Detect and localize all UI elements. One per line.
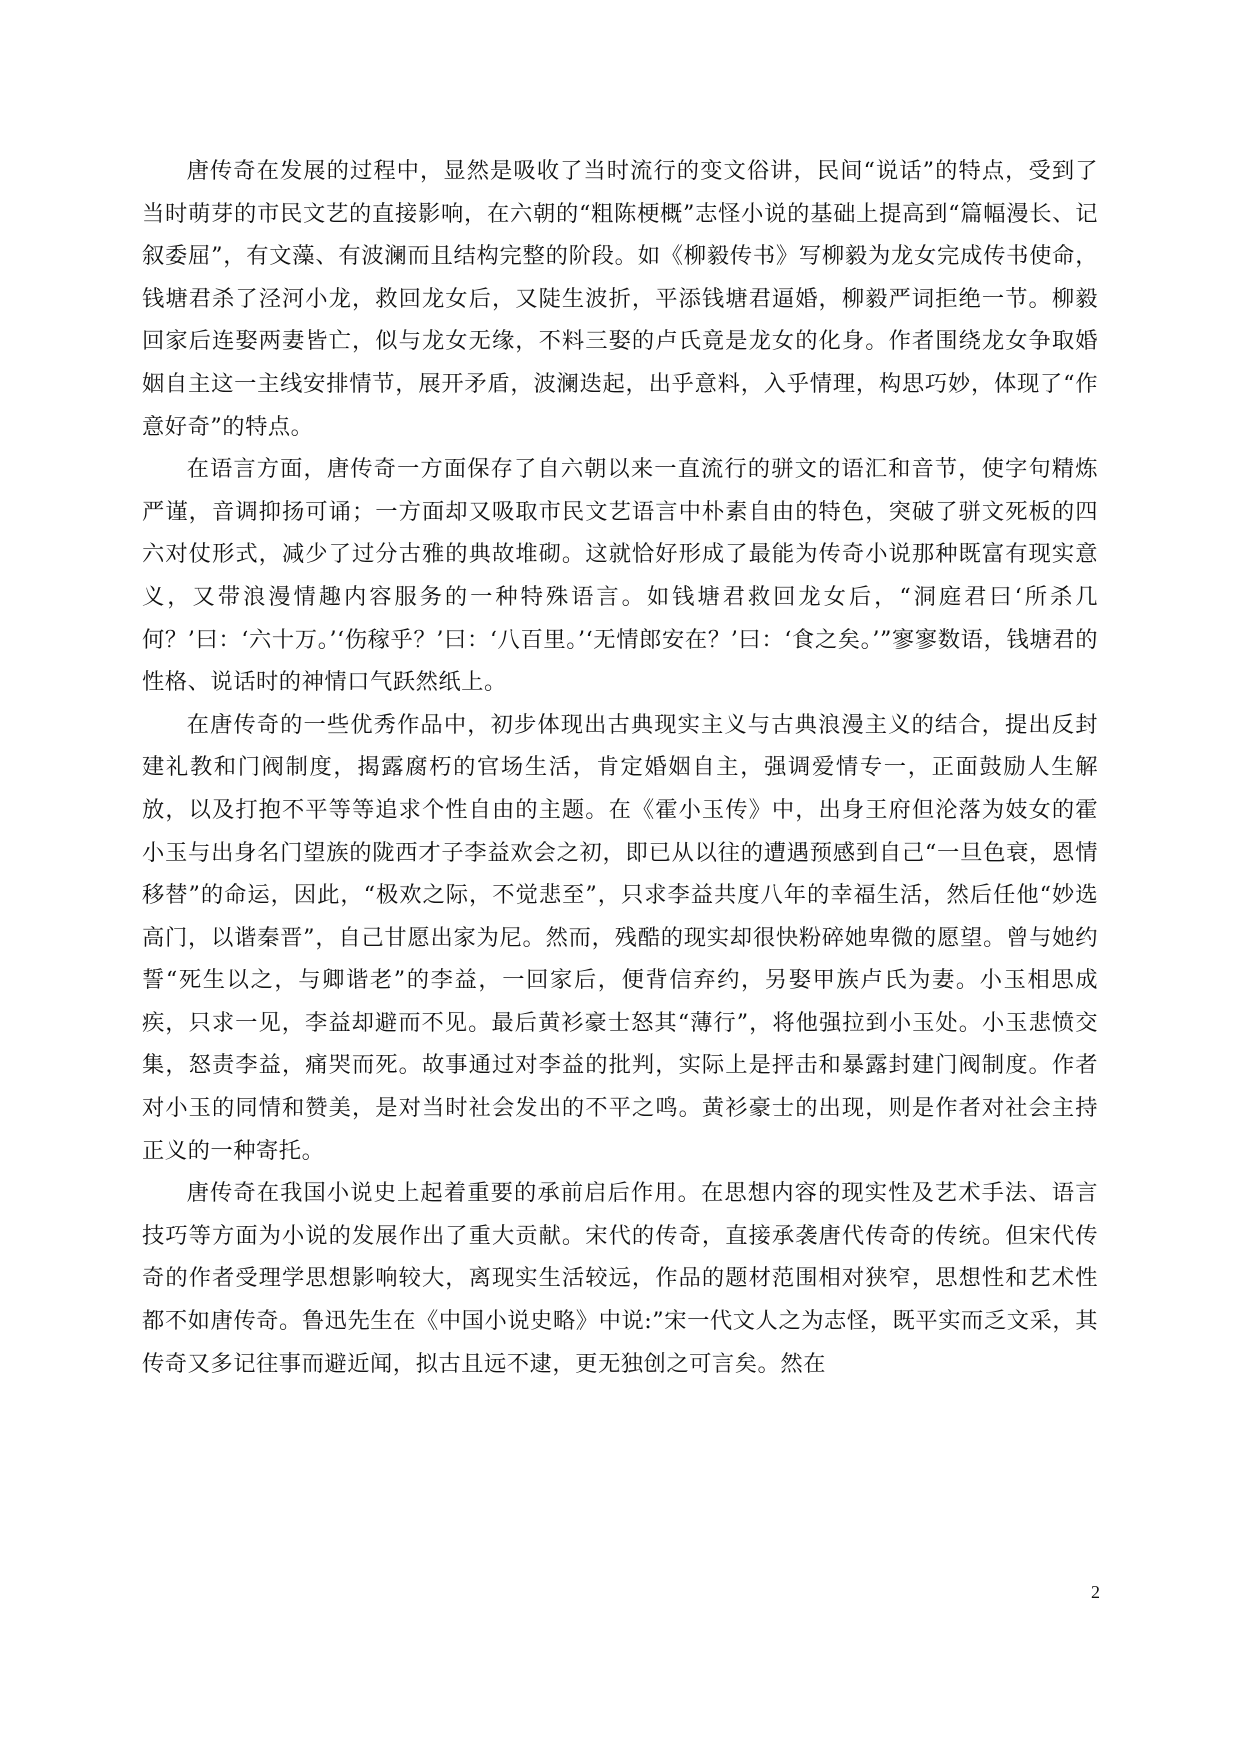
paragraph-1: 唐传奇在发展的过程中，显然是吸收了当时流行的变文俗讲，民间“说话”的特点，受到了当时萌芽的市民文艺的直接影响，在六朝的“粗陈梗概”志怪小说的基础上提高到“篇幅漫长、记叙委屈”，有文藻、有波澜而且结构完整的阶段。如《柳毅传书》写柳毅为龙女完成传书使命，钱塘君杀了泾河小龙，救回龙女后，又陡生波折，平添钱塘君逼婚，柳毅严词拒绝一节。柳毅回家后连娶两妻皆亡，似与龙女无缘，不料三娶的卢氏竟是龙女的化身。作者围绕龙女争取婚姻自主这一主线安排情节，展开矛盾，波澜迭起，出乎意料，入乎情理，构思巧妙，体现了“作意好奇”的特点。 xyxy=(142,158,1098,440)
paragraph-4: 唐传奇在我国小说史上起着重要的承前启后作用。在思想内容的现实性及艺术手法、语言技巧等方面为小说的发展作出了重大贡献。宋代的传奇，直接承袭唐代传奇的传统。但宋代传奇的作者受理学思想影响较大，离现实生活较远，作品的题材范围相对狭窄，思想性和艺术性都不如唐传奇。鲁迅先生在《中国小说史略》中说:”宋一代文人之为志怪，既平实而乏文采，其传奇又多记往事而避近闻，拟古且远不逮，更无独创之可言矣。然在 xyxy=(142,1180,1098,1377)
paragraph-3: 在唐传奇的一些优秀作品中，初步体现出古典现实主义与古典浪漫主义的结合，提出反封建礼教和门阀制度，揭露腐朽的官场生活，肯定婚姻自主，强调爱情专一，正面鼓励人生解放，以及打抱不平等等追求个性自由的主题。在《霍小玉传》中，出身王府但沦落为妓女的霍小玉与出身名门望族的陇西才子李益欢会之初，即已从以往的遭遇预感到自己“一旦色衰，恩情移替”的命运，因此，“极欢之际，不觉悲至”，只求李益共度八年的幸福生活，然后任他“妙选高门，以谐秦晋”，自己甘愿出家为尼。然而，残酷的现实却很快粉碎她卑微的愿望。曾与她约誓“死生以之，与卿谐老”的李益，一回家后，便背信弃约，另娶甲族卢氏为妻。小玉相思成疾，只求一见，李益却避而不见。最后黄衫豪士怒其“薄行”，将他强拉到小玉处。小玉悲愤交集，怒责李益，痛哭而死。故事通过对李益的批判，实际上是抨击和暴露封建门阀制度。作者对小玉的同情和赞美，是对当时社会发出的不平之鸣。黄衫豪士的出现，则是作者对社会主持正义的一种寄托。 xyxy=(142,711,1098,1164)
body-text xyxy=(142,150,1098,1385)
page-number: 2 xyxy=(1091,1582,1100,1602)
paragraph-2: 在语言方面，唐传奇一方面保存了自六朝以来一直流行的骈文的语汇和音节，使字句精炼严谨，音调抑扬可诵；一方面却又吸取市民文艺语言中朴素自由的特色，突破了骈文死板的四六对仗形式，减少了过分古雅的典故堆砌。这就恰好形成了最能为传奇小说那种既富有现实意义，又带浪漫情趣内容服务的一种特殊语言。如钱塘君救回龙女后，“洞庭君曰‘所杀几何？’曰：‘六十万。’‘伤稼乎？’曰：‘八百里。’‘无情郎安在？’曰：‘食之矣。’”寥寥数语，钱塘君的性格、说话时的神情口气跃然纸上。 xyxy=(142,456,1098,696)
